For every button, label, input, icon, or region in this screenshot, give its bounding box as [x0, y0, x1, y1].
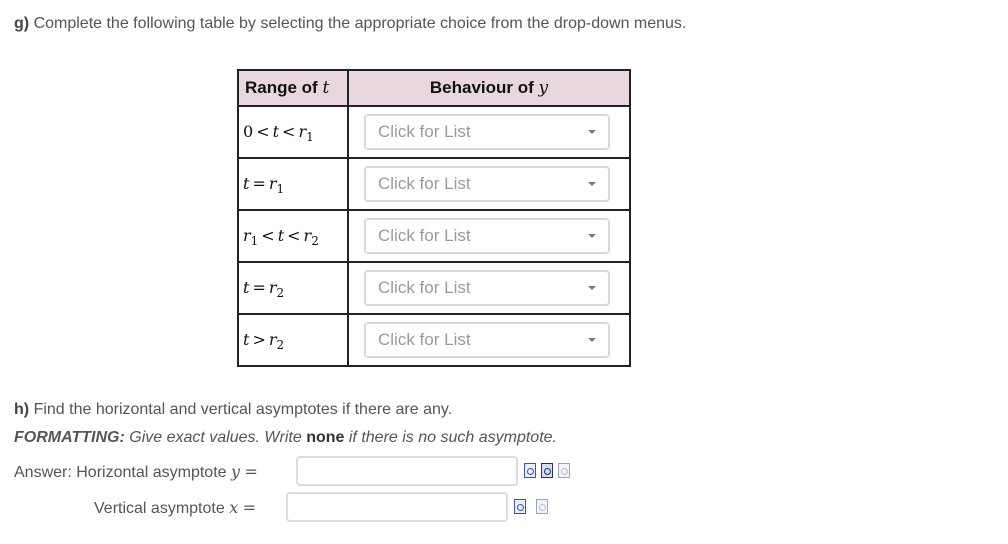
header-range: Range of t [238, 70, 348, 106]
range-cell [238, 106, 348, 158]
behaviour-cell [348, 262, 630, 314]
chevron-down-icon [588, 182, 596, 186]
question-h-letter: h) [14, 401, 30, 418]
help-icon[interactable] [536, 499, 548, 514]
vertical-asymptote-label: Vertical asymptote x = [94, 498, 257, 517]
question-g-text: Complete the following table by selecting the appropriate choice from the drop-down menus. [33, 15, 687, 32]
range-cell [238, 262, 348, 314]
preview-icon[interactable] [524, 463, 536, 478]
behaviour-dropdown[interactable]: Click for List [364, 114, 610, 150]
formatting-none: none [306, 429, 345, 446]
chevron-down-icon [588, 338, 596, 342]
header-behaviour: Behaviour of y [348, 70, 630, 106]
range-cell [238, 158, 348, 210]
table-row [238, 314, 630, 366]
behaviour-dropdown[interactable]: Click for List [364, 218, 610, 254]
behaviour-cell [348, 106, 630, 158]
preview-icon[interactable] [514, 499, 526, 514]
help-icon[interactable] [558, 463, 570, 478]
table-row [238, 106, 630, 158]
vertical-asymptote-input[interactable] [286, 492, 508, 522]
table-header-row [238, 70, 630, 106]
horizontal-asymptote-input[interactable] [296, 456, 518, 486]
chevron-down-icon [588, 130, 596, 134]
question-g-letter: g) [14, 15, 30, 32]
question-g [14, 15, 686, 33]
chevron-down-icon [588, 234, 596, 238]
behaviour-table [237, 69, 631, 367]
behaviour-dropdown[interactable]: Click for List [364, 166, 610, 202]
table-row [238, 158, 630, 210]
horizontal-asymptote-label: Answer: Horizontal asymptote y = [14, 462, 258, 481]
range-cell [238, 314, 348, 366]
behaviour-cell [348, 210, 630, 262]
table-row [238, 262, 630, 314]
question-h-text: Find the horizontal and vertical asymptotes if there are any. [33, 401, 453, 418]
range-cell [238, 210, 348, 262]
range-expression: $r_1 < t < r_2$ [243, 226, 319, 248]
range-expression: $t = r_1$ [243, 174, 285, 196]
chevron-down-icon [588, 286, 596, 290]
header-behaviour-var: y [538, 78, 549, 98]
behaviour-cell [348, 158, 630, 210]
table-row [238, 210, 630, 262]
behaviour-cell [348, 314, 630, 366]
range-expression: $t > r_2$ [243, 330, 285, 352]
header-range-var: t [322, 78, 330, 98]
range-expression: $0 < t < r_1$ [243, 122, 314, 144]
question-h [14, 401, 452, 419]
behaviour-dropdown[interactable]: Click for List [364, 270, 610, 306]
formatting-note: FORMATTING: Give exact values. Write none if there is no such asymptote. [14, 429, 557, 446]
range-expression: $t = r_2$ [243, 278, 285, 300]
behaviour-dropdown[interactable]: Click for List [364, 322, 610, 358]
equation-editor-icon[interactable] [541, 463, 553, 478]
formatting-label: FORMATTING: [14, 429, 125, 446]
